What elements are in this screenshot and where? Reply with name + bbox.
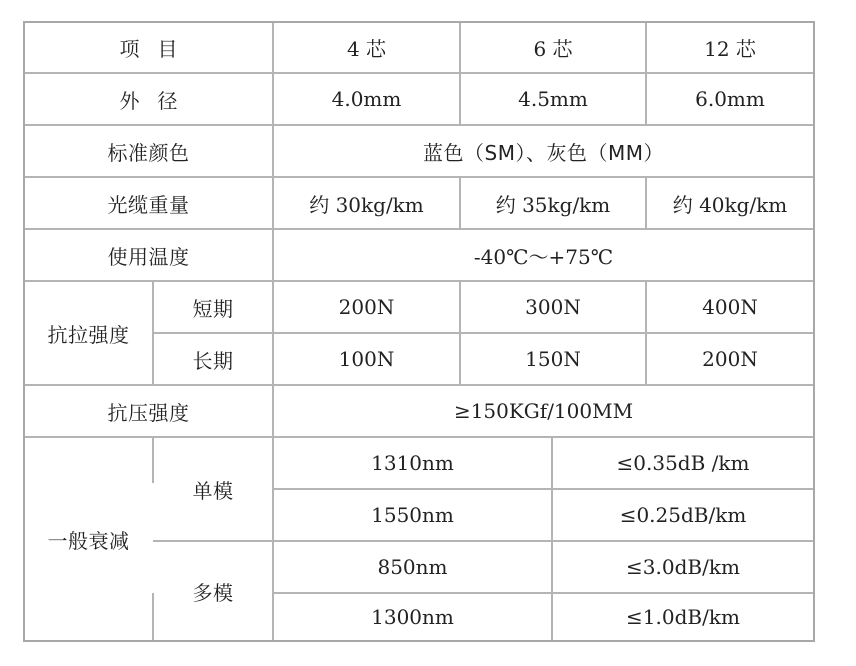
multi-mode-wavelength-1: 850nm (377, 555, 448, 579)
multi-mode-attenuation-2: ≤1.0dB/km (626, 605, 740, 629)
standard-color-label: 标准颜色 (107, 140, 190, 165)
spec-table (23, 21, 815, 642)
multi-mode-attenuation-1: ≤3.0dB/km (626, 555, 740, 579)
outer-diameter-12-core: 6.0mm (695, 87, 765, 111)
header-6-core (461, 23, 645, 72)
cable-weight-6-core: 约 35kg/km (495, 192, 611, 217)
standard-color-value: 蓝色（SM）、灰色（MM） (423, 140, 664, 165)
tensile-long-term-12-core: 200N (702, 347, 758, 371)
tensile-long-term-4-core: 100N (338, 347, 395, 371)
tensile-short-term-4-core: 200N (338, 295, 395, 319)
header-6-core-label: 6 芯 (533, 37, 573, 61)
tensile-short-term-6-core: 300N (525, 295, 581, 319)
header-4-core (274, 23, 459, 72)
header-12-core-label: 12 芯 (704, 37, 756, 61)
header-item: 项目 (119, 37, 196, 61)
tensile-long-term-6-core: 150N (525, 347, 581, 371)
single-mode-label: 单模 (192, 478, 234, 503)
outer-diameter-4-core: 4.0mm (331, 87, 402, 111)
tensile-short-term-12-core: 400N (702, 295, 758, 319)
tensile-long-term-label: 长期 (192, 348, 234, 373)
single-mode-attenuation-1: ≤0.35dB /km (616, 451, 750, 475)
single-mode-attenuation-2: ≤0.25dB/km (619, 503, 747, 527)
multi-mode-wavelength-2: 1300nm (371, 605, 454, 629)
crush-resistance-label: 抗压强度 (107, 400, 190, 425)
outer-diameter-6-core: 4.5mm (518, 87, 588, 111)
single-mode-wavelength-1: 1310nm (371, 451, 454, 475)
header-4-core-label: 4 芯 (346, 37, 387, 61)
crush-resistance-value: ≥150KGf/100MM (453, 399, 634, 423)
tensile-strength-label: 抗拉强度 (47, 322, 130, 347)
cable-weight-4-core: 约 30kg/km (309, 192, 424, 217)
operating-temp-value: -40℃～+75℃ (473, 244, 614, 269)
cable-weight-label: 光缆重量 (107, 192, 190, 217)
outer-diameter-label: 外径 (119, 88, 196, 113)
header-12-core (647, 23, 813, 72)
attenuation-label: 一般衰减 (47, 528, 130, 553)
cable-weight-12-core: 约 40kg/km (672, 192, 788, 217)
operating-temp-label: 使用温度 (107, 244, 190, 269)
multi-mode-label: 多模 (192, 580, 234, 605)
tensile-short-term-label: 短期 (192, 296, 234, 321)
single-mode-wavelength-2: 1550nm (371, 503, 454, 527)
